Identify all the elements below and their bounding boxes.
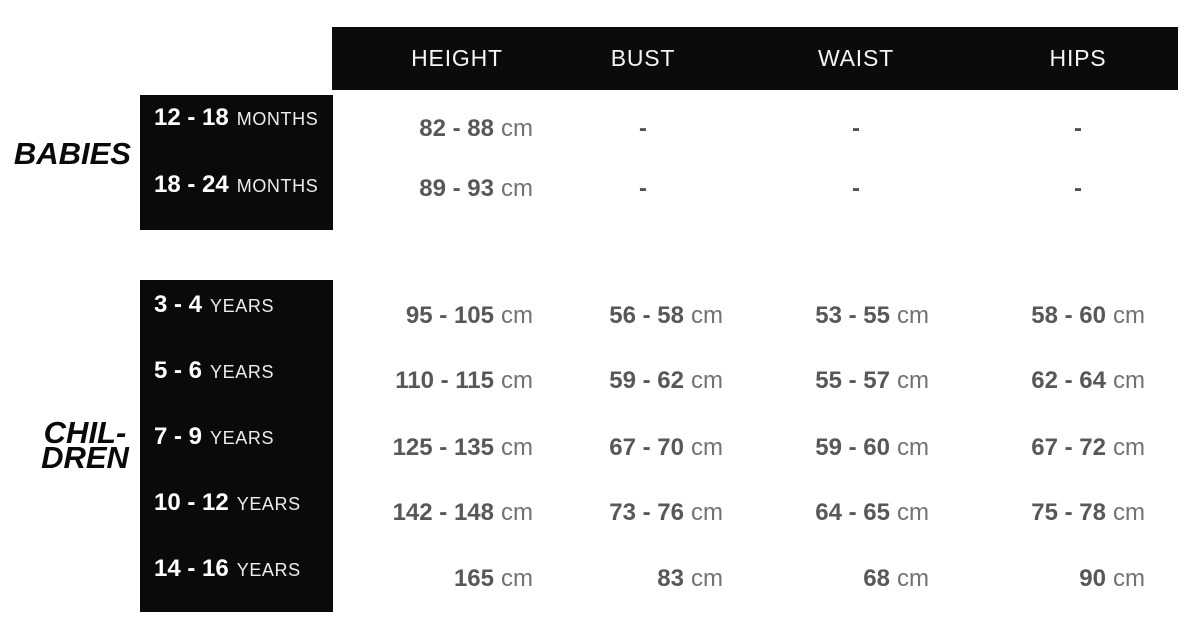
table-row-children-7-9 <box>332 433 1178 463</box>
bust-unit: cm <box>691 367 723 394</box>
waist-value: 55 - 57 <box>815 367 890 394</box>
column-header-waist: WAIST <box>818 45 894 71</box>
hips-value: 62 - 64 <box>1031 367 1106 394</box>
height-cell <box>393 433 533 463</box>
column-header-bust: BUST <box>610 45 676 71</box>
table-row-children-3-4 <box>332 301 1178 331</box>
column-header-hips: HIPS <box>1049 45 1107 71</box>
column-header-height: HEIGHT <box>411 45 503 71</box>
hips-value: 90 <box>1079 565 1106 592</box>
age-unit: YEARS <box>236 560 301 580</box>
height-unit: cm <box>501 499 533 526</box>
babies-size-box <box>140 95 333 230</box>
hips-unit: cm <box>1113 367 1145 394</box>
height-cell <box>406 301 533 331</box>
height-value: 82 - 88 <box>419 115 494 142</box>
height-value: 95 - 105 <box>405 302 494 329</box>
hips-unit: cm <box>1113 565 1145 592</box>
age-range: 14 - 16 <box>154 555 229 582</box>
waist-cell <box>815 366 929 396</box>
age-unit: YEARS <box>210 428 275 448</box>
age-unit: MONTHS <box>236 109 319 129</box>
height-value: 165 <box>453 565 494 592</box>
age-range: 3 - 4 <box>154 291 203 318</box>
bust-cell: - <box>639 175 647 202</box>
hips-unit: cm <box>1113 499 1145 526</box>
waist-cell <box>815 301 929 331</box>
children-group-label-line1: CHIL- <box>43 415 127 450</box>
hips-cell <box>1031 433 1145 463</box>
hips-cell: - <box>1074 175 1082 202</box>
bust-value: 73 - 76 <box>609 499 684 526</box>
waist-unit: cm <box>897 367 929 394</box>
table-row-children-14-16 <box>332 564 1178 594</box>
bust-unit: cm <box>691 565 723 592</box>
waist-unit: cm <box>897 434 929 461</box>
height-value: 125 - 135 <box>392 434 494 461</box>
size-label-18-24-months <box>154 171 318 199</box>
waist-cell <box>815 498 929 528</box>
age-range: 12 - 18 <box>154 104 229 131</box>
height-unit: cm <box>501 115 533 142</box>
size-label-10-12-years <box>154 489 301 517</box>
waist-value: 64 - 65 <box>815 499 890 526</box>
age-range: 10 - 12 <box>154 489 229 516</box>
waist-unit: cm <box>897 499 929 526</box>
waist-cell: - <box>852 175 860 202</box>
bust-cell <box>609 433 723 463</box>
table-row-babies-12-18 <box>332 114 1178 144</box>
hips-cell <box>1079 564 1145 594</box>
bust-cell: - <box>639 115 647 142</box>
size-label-14-16-years <box>154 555 301 583</box>
bust-unit: cm <box>691 499 723 526</box>
table-row-children-10-12 <box>332 498 1178 528</box>
bust-cell <box>609 301 723 331</box>
waist-value: 53 - 55 <box>815 302 890 329</box>
height-unit: cm <box>501 175 533 202</box>
hips-value: 67 - 72 <box>1031 434 1106 461</box>
children-size-box <box>140 280 333 612</box>
hips-cell <box>1031 366 1145 396</box>
size-label-3-4-years <box>154 291 274 319</box>
hips-cell: - <box>1074 115 1082 142</box>
height-cell <box>393 498 533 528</box>
height-unit: cm <box>501 434 533 461</box>
babies-group-label: BABIES <box>13 136 131 171</box>
waist-value: 68 <box>863 565 890 592</box>
height-value: 89 - 93 <box>419 175 494 202</box>
bust-value: 67 - 70 <box>609 434 684 461</box>
height-value: 110 - 115 <box>395 367 494 394</box>
age-range: 5 - 6 <box>154 357 203 384</box>
table-row-children-5-6 <box>332 366 1178 396</box>
height-unit: cm <box>501 565 533 592</box>
age-range: 18 - 24 <box>154 171 229 198</box>
height-unit: cm <box>501 367 533 394</box>
waist-cell <box>815 433 929 463</box>
age-unit: YEARS <box>210 362 275 382</box>
waist-unit: cm <box>897 302 929 329</box>
bust-value: 83 <box>657 565 684 592</box>
height-value: 142 - 148 <box>392 499 494 526</box>
bust-cell <box>657 564 723 594</box>
height-cell <box>395 366 533 396</box>
hips-cell <box>1031 301 1145 331</box>
age-unit: MONTHS <box>236 176 319 196</box>
bust-cell <box>609 498 723 528</box>
bust-cell <box>609 366 723 396</box>
bust-unit: cm <box>691 434 723 461</box>
children-group-label-line2: DREN <box>41 440 129 475</box>
table-row-babies-18-24 <box>332 174 1178 204</box>
height-cell <box>454 564 533 594</box>
height-unit: cm <box>501 302 533 329</box>
age-unit: YEARS <box>236 494 301 514</box>
hips-unit: cm <box>1113 302 1145 329</box>
age-unit: YEARS <box>210 296 275 316</box>
bust-value: 56 - 58 <box>609 302 684 329</box>
size-label-12-18-months <box>154 104 318 132</box>
hips-unit: cm <box>1113 434 1145 461</box>
column-header-bar <box>332 27 1178 90</box>
children-group-label <box>18 415 152 475</box>
height-cell <box>419 174 533 204</box>
age-range: 7 - 9 <box>154 423 203 450</box>
hips-cell <box>1031 498 1145 528</box>
size-label-7-9-years <box>154 423 274 451</box>
height-cell <box>419 114 533 144</box>
size-label-5-6-years <box>154 357 274 385</box>
bust-value: 59 - 62 <box>609 367 684 394</box>
bust-unit: cm <box>691 302 723 329</box>
waist-value: 59 - 60 <box>815 434 890 461</box>
hips-value: 75 - 78 <box>1031 499 1106 526</box>
waist-unit: cm <box>897 565 929 592</box>
waist-cell <box>863 564 929 594</box>
waist-cell: - <box>852 115 860 142</box>
hips-value: 58 - 60 <box>1031 302 1106 329</box>
